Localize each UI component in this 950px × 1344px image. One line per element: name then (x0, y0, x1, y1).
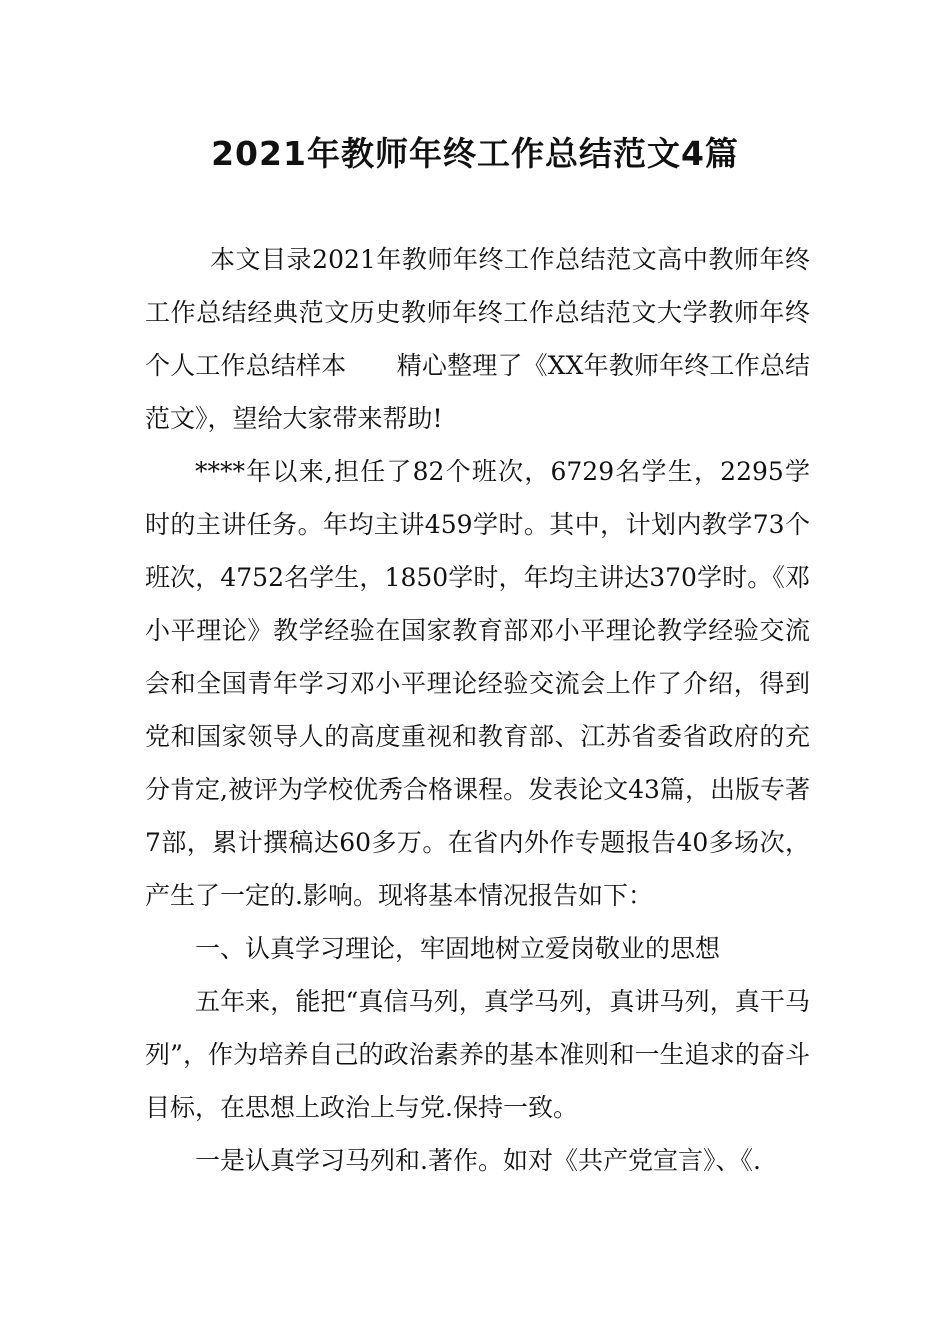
body-paragraph: 五年来，能把“真信马列，真学马列，真讲马列，真干马列”，作为培养自己的政治素养的基本准则和一生追求的奋斗目标，在思想上政治上与党.保持一致。 (145, 987, 810, 1122)
document-title: 2021年教师年终工作总结范文4篇 (211, 134, 739, 173)
document-body (145, 233, 810, 1187)
table-of-contents-paragraph: 本文目录2021年教师年终工作总结范文高中教师年终工作总结经典范文历史教师年终工作总结范文大学教师年终个人工作总结样本 精心整理了《XX年教师年终工作总结范文》，望给大家带来帮助! (145, 245, 810, 433)
section-heading: 一、认真学习理论，牢固地树立爱岗敬业的思想 (195, 934, 721, 963)
body-paragraph: ****年以来,担任了82个班次，6729名学生，2295学时的主讲任务。年均主讲459学时。其中，计划内教学73个班次，4752名学生，1850学时，年均主讲达370学时。《邓小平理论》教学经验在国家教育部邓小平理论教学经验交流会和全国青年学习邓小平理论经验交流会上作了介绍，得到党和国家领导人的高度重视和教育部、江苏省委省政府的充分肯定,被评为学校优秀合格课程。发表论文43篇，出版专著7部，累计撰稿达60多万。在省内外作专题报告40多场次，产生了一定的.影响。现将基本情况报告如下： (145, 457, 810, 910)
body-paragraph: 一是认真学习马列和.著作。如对《共产党宣言》、《. (195, 1146, 761, 1175)
